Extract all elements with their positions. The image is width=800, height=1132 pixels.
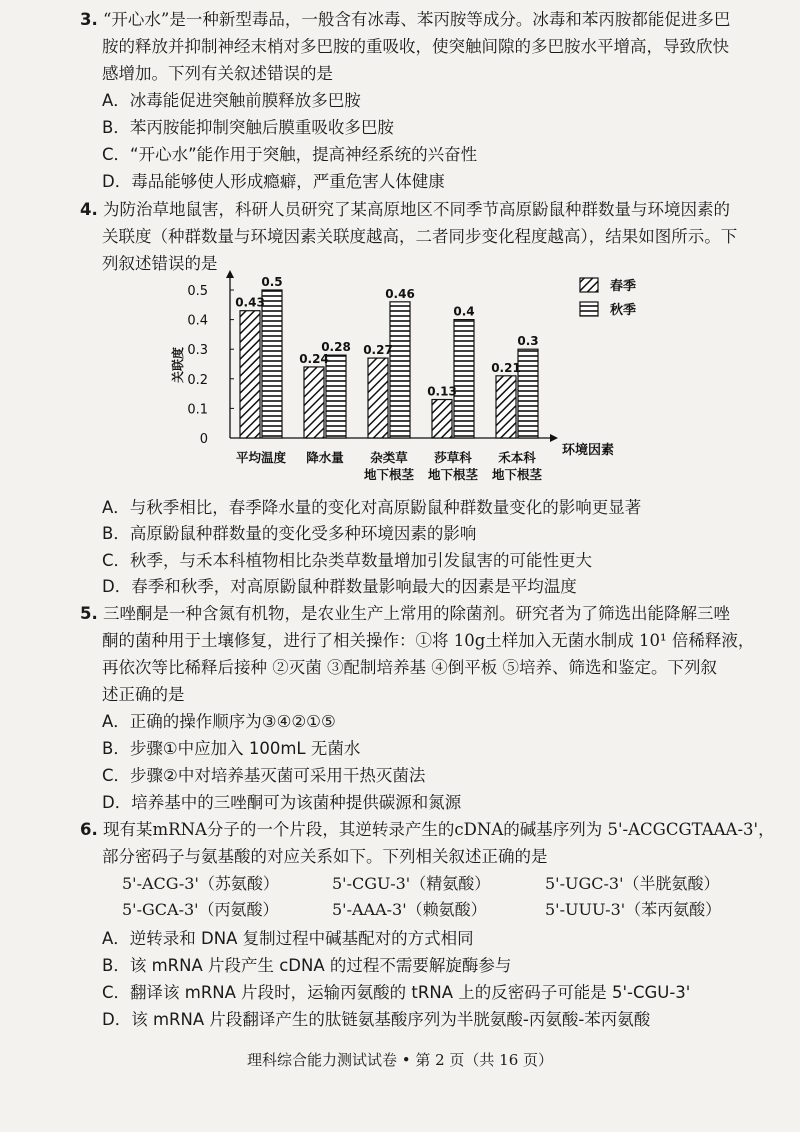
bar-value-label: 0.13 [427,384,457,399]
legend-label: 秋季 [610,303,637,318]
category-label: 地下根茎 [363,467,415,482]
bar-value-label: 0.4 [453,304,475,319]
question-number: 6. [80,820,98,839]
option-c: C．“开心水”能作用于突触，提高神经系统的兴奋性 [102,145,478,164]
option-b: B．高原鼢鼠种群数量的变化受多种环境因素的影响 [102,524,477,543]
category-label: 杂类草 [370,450,408,465]
bar-秋季 [390,302,410,438]
option-b: B．苯丙胺能抑制突触后膜重吸收多巴胺 [102,118,394,137]
option-c: C．秋季，与禾本科植物相比杂类草数量增加引发鼠害的可能性更大 [102,551,593,570]
page-footer: 理科综合能力测试试卷 • 第 2 页（共 16 页） [246,1051,554,1069]
bar-value-label: 0.28 [321,340,351,355]
bar-value-label: 0.21 [491,360,521,375]
bar-春季 [432,400,452,438]
option-d: D．该 mRNA 片段翻译产生的肽链氨基酸序列为半胱氨酸-丙氨酸-苯丙氨酸 [102,1010,651,1029]
option-b: B．该 mRNA 片段产生 cDNA 的过程不需要解旋酶参与 [102,956,512,975]
bar-value-label: 0.46 [385,286,415,301]
question-text: 现有某mRNA分子的一个片段，其逆转录产生的cDNA的碱基序列为 5'-ACGCGTAAA-3'， [103,820,775,839]
question-number: 4. [80,200,98,219]
y-tick-label: 0.2 [187,372,208,388]
question-text: “开心水”是一种新型毒品，一般含有冰毒、苯丙胺等成分。冰毒和苯丙胺都能促进多巴 [103,10,731,29]
question-text: 列叙述错误的是 [102,254,218,273]
option-a: A．冰毒能促进突触前膜释放多巴胺 [102,91,361,110]
bar-value-label: 0.27 [363,343,393,358]
legend-swatch-秋季 [580,302,598,316]
codon-entry: 5'-AAA-3'（赖氨酸） [332,900,487,919]
y-tick-label: 0.4 [187,313,208,329]
codon-entry: 5'-CGU-3'（精氨酸） [332,874,491,893]
category-label: 地下根茎 [427,467,479,482]
question-text: 酮的菌种用于土壤修复，进行了相关操作：①将 10g土样加入无菌水制成 10¹ 倍稀释液， [102,631,755,650]
question-text: 部分密码子与氨基酸的对应关系如下。下列相关叙述正确的是 [102,847,548,866]
x-axis-arrow [550,434,558,442]
y-tick-label: 0 [199,432,208,447]
option-b: B．步骤①中应加入 100mL 无菌水 [102,739,361,758]
question-text: 为防治草地鼠害，科研人员研究了某高原地区不同季节高原鼢鼠种群数量与环境因素的 [103,200,730,219]
bar-秋季 [326,355,346,438]
option-a: A．与秋季相比，春季降水量的变化对高原鼢鼠种群数量变化的影响更显著 [102,498,642,517]
question-number: 3. [80,10,98,29]
legend-swatch-春季 [580,278,598,292]
y-axis-arrow [226,270,234,278]
bar-秋季 [518,349,538,438]
question-text: 关联度（种群数量与环境因素关联度越高，二者同步变化程度越高），结果如图所示。下 [102,227,738,246]
category-label: 降水量 [306,450,344,465]
bar-value-label: 0.24 [299,351,329,366]
category-label: 莎草科 [434,450,472,465]
y-axis-label: 关联度 [171,346,185,384]
bar-秋季 [262,290,282,438]
codon-entry: 5'-UGC-3'（半胱氨酸） [545,874,720,893]
question-text: 再依次等比稀释后接种 ②灭菌 ③配制培养基 ④倒平板 ⑤培养、筛选和鉴定。下列叙 [102,658,717,677]
category-label: 地下根茎 [491,467,543,482]
bar-value-label: 0.43 [235,295,265,310]
bar-chart [150,270,670,490]
option-a: A．逆转录和 DNA 复制过程中碱基配对的方式相同 [102,929,474,948]
question-text: 述正确的是 [102,685,185,704]
bar-春季 [496,376,516,438]
option-d: D．培养基中的三唑酮可为该菌种提供碳源和氮源 [102,793,462,812]
bar-春季 [304,367,324,438]
option-d: D．春季和秋季，对高原鼢鼠种群数量影响最大的因素是平均温度 [102,577,577,596]
x-axis-label: 环境因素 [562,443,615,458]
bar-春季 [240,311,260,438]
bar-秋季 [454,320,474,438]
question-text: 胺的释放并抑制神经末梢对多巴胺的重吸收，使突触间隙的多巴胺水平增高，导致欣快 [102,37,729,56]
y-tick-label: 0.5 [187,284,208,299]
bar-春季 [368,358,388,438]
codon-entry: 5'-ACG-3'（苏氨酸） [122,874,279,893]
category-label: 平均温度 [235,450,287,465]
question-text: 三唑酮是一种含氮有机物，是农业生产上常用的除菌剂。研究者为了筛选出能降解三唑 [103,604,730,623]
option-a: A．正确的操作顺序为③④②①⑤ [102,712,336,731]
option-c: C．翻译该 mRNA 片段时，运输丙氨酸的 tRNA 上的反密码子可能是 5'-CGU-3' [102,983,691,1002]
legend-label: 春季 [610,279,637,294]
codon-entry: 5'-GCA-3'（丙氨酸） [122,900,279,919]
question-text: 感增加。下列有关叙述错误的是 [102,64,333,83]
question-number: 5. [80,604,98,623]
y-tick-label: 0.3 [187,343,208,359]
bar-value-label: 0.3 [517,334,539,349]
category-label: 禾本科 [498,450,536,465]
option-d: D．毒品能够使人形成瘾癖，严重危害人体健康 [102,172,445,191]
codon-entry: 5'-UUU-3'（苯丙氨酸） [545,900,722,919]
y-tick-label: 0.1 [187,402,208,418]
bar-value-label: 0.5 [261,275,283,289]
option-c: C．步骤②中对培养基灭菌可采用干热灭菌法 [102,766,426,785]
